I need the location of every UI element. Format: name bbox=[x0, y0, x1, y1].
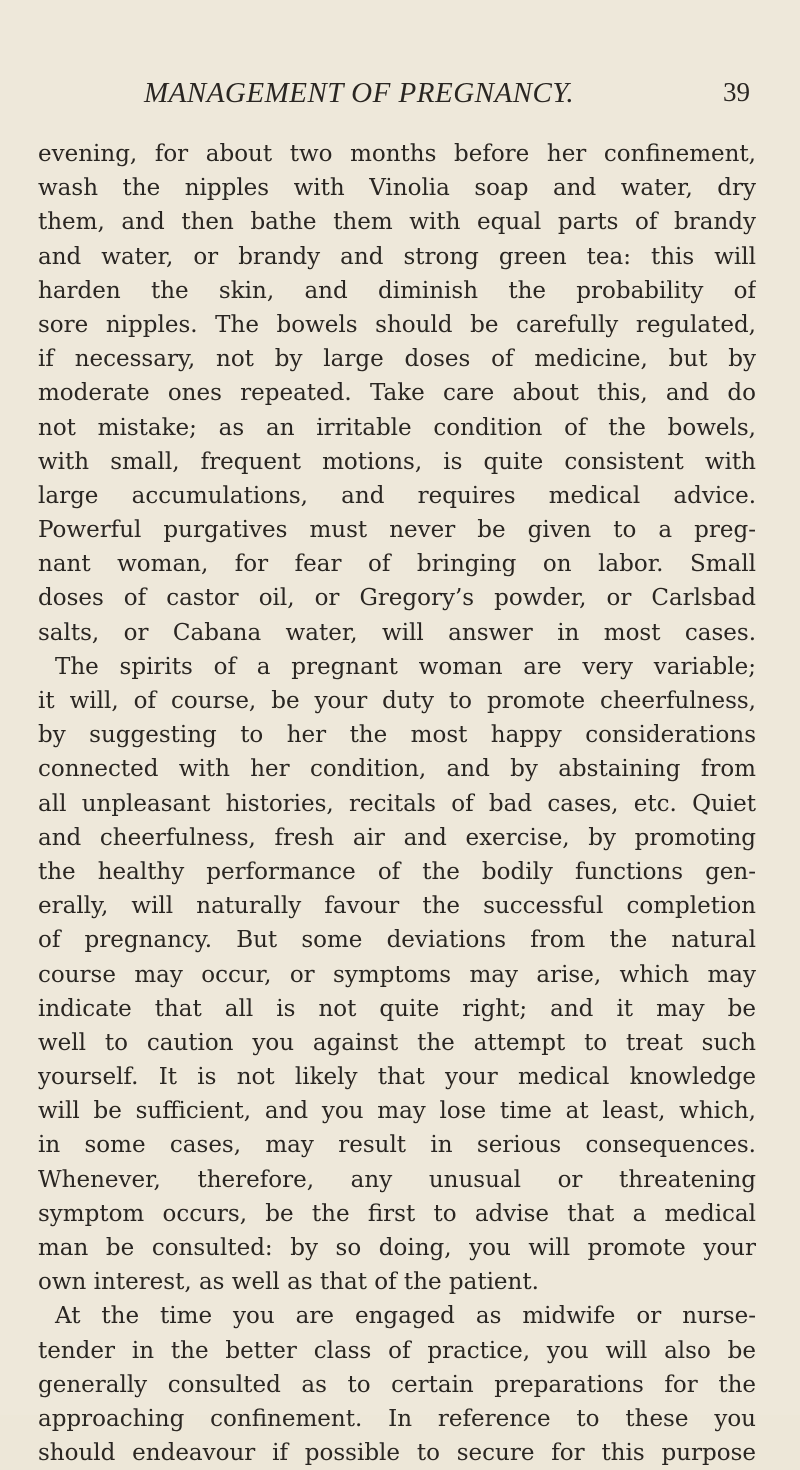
text-line: evening, for about two months before her confinement, bbox=[38, 141, 756, 167]
text-line: At the time you are engaged as midwife or nurse- bbox=[55, 1303, 756, 1330]
text-line: indicate that all is not quite right; and it may be bbox=[38, 995, 756, 1022]
text-line: them, and then bathe them with equal parts of brandy bbox=[38, 209, 756, 236]
text-line: wash the nipples with Vinolia soap and water, dry bbox=[38, 175, 756, 202]
text-line: own interest, as well as that of the patient. bbox=[38, 1269, 539, 1296]
page-header bbox=[0, 77, 800, 117]
text-line: and cheerfulness, fresh air and exercise, by promoting bbox=[38, 824, 756, 851]
text-line: doses of castor oil, or Gregory’s powder, or Carlsbad bbox=[38, 585, 756, 612]
text-line: course may occur, or symptoms may arise, which may bbox=[38, 961, 756, 988]
text-line: if necessary, not by large doses of medicine, but by bbox=[38, 346, 756, 373]
text-line: moderate ones repeated. Take care about this, and do bbox=[38, 380, 756, 407]
text-line: nant woman, for fear of bringing on labor. Small bbox=[38, 551, 756, 578]
page-number: 39 bbox=[723, 77, 750, 107]
text-line: it will, of course, be your duty to promote cheerfulness, bbox=[38, 688, 756, 714]
text-line: Powerful purgatives must never be given to a preg- bbox=[38, 517, 756, 544]
text-line: not mistake; as an irritable condition of the bowels, bbox=[38, 414, 756, 441]
text-line: man be consulted: by so doing, you will promote your bbox=[38, 1235, 756, 1261]
text-line: tender in the better class of practice, you will also be bbox=[38, 1337, 756, 1364]
text-line: sore nipples. The bowels should be carefully regulated, bbox=[38, 311, 756, 338]
text-line: by suggesting to her the most happy considerations bbox=[38, 722, 756, 749]
text-line: all unpleasant histories, recitals of bad cases, etc. Quiet bbox=[38, 790, 756, 817]
body-text bbox=[38, 137, 756, 1470]
text-line: well to caution you against the attempt to treat such bbox=[38, 1029, 756, 1056]
text-line: harden the skin, and diminish the probability of bbox=[38, 277, 756, 304]
text-line: in some cases, may result in serious consequences. bbox=[38, 1132, 756, 1159]
text-line: and water, or brandy and strong green tea: this will bbox=[38, 243, 756, 270]
text-line: Whenever, therefore, any unusual or threatening bbox=[38, 1166, 756, 1193]
text-line: symptom occurs, be the first to advise that a medical bbox=[38, 1200, 756, 1227]
text-line: generally consulted as to certain preparations for the bbox=[38, 1371, 756, 1398]
text-line: connected with her condition, and by abstaining from bbox=[38, 756, 756, 783]
text-line: should endeavour if possible to secure for this purpose bbox=[38, 1440, 756, 1467]
text-line: erally, will naturally favour the successful completion bbox=[38, 893, 756, 920]
text-line: will be sufficient, and you may lose time at least, which, bbox=[38, 1098, 756, 1125]
text-line: large accumulations, and requires medical advice. bbox=[38, 482, 756, 509]
text-line: The spirits of a pregnant woman are very variable; bbox=[55, 653, 756, 680]
text-line: the healthy performance of the bodily functions gen- bbox=[38, 858, 756, 885]
text-line: salts, or Cabana water, will answer in most cases. bbox=[38, 619, 756, 646]
text-line: of pregnancy. But some deviations from the natural bbox=[38, 927, 756, 954]
text-line: yourself. It is not likely that your medical knowledge bbox=[38, 1064, 756, 1091]
text-line: approaching confinement. In reference to these you bbox=[38, 1405, 756, 1432]
text-line: with small, frequent motions, is quite consistent with bbox=[38, 448, 756, 475]
running-title: MANAGEMENT OF PREGNANCY. bbox=[144, 77, 575, 109]
